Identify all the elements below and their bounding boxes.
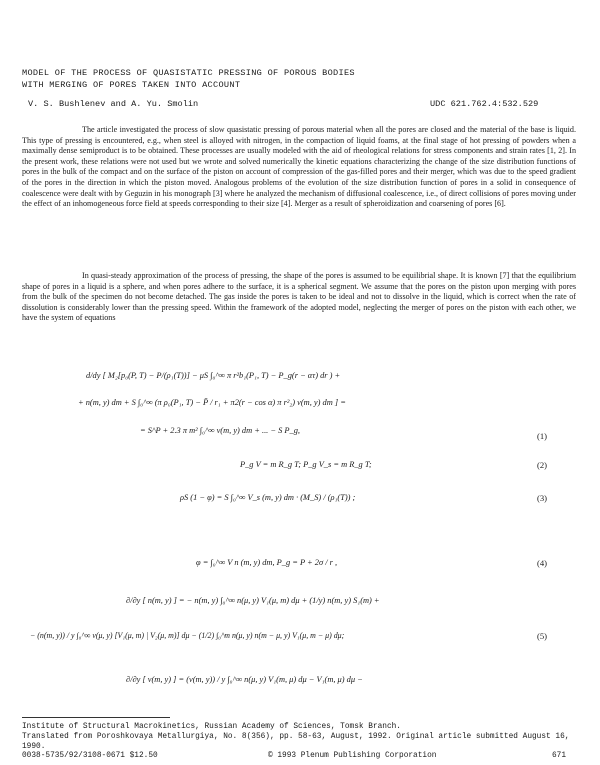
footnote-translation: Translated from Poroshkovaya Metallurgiya, No. 8(356), pp. 58-63, August, 1992. Original article submitted August 16, 1990.: [22, 733, 570, 751]
equation-6: ∂/∂y [ v(m, y) ] = (v(m, y)) / y ∫₀^∞ n(μ, y) V₁(m, μ) dμ − V₁(m, μ) dμ −: [126, 675, 363, 684]
equation-4-number: (4): [537, 558, 548, 568]
paper-title: [22, 67, 355, 91]
equation-5-number: (5): [537, 631, 548, 641]
paragraph-2: [22, 271, 576, 324]
authors: V. S. Bushlenev and A. Yu. Smolin: [28, 99, 199, 109]
paragraph-1-text: The article investigated the process of slow quasistatic pressing of porous material when all the pores are closed and the material of the base is liquid. This type of pressing is encountered, e.g., when steel is alloyed with nitrogen, in the compaction of liquid foams, at the final stage of hot pressing of powders when a maximally dense semiproduct is to be obtained. These processes are usually modeled with the aid of rheological relations for stress components and strain rates [1, 2]. In the present work, these relations were not used but we wrote and solved numerically the kinetic equations characterizing the change of the size distribution functions of pores in the bulk of the compact and on the surface of the piston on account of compression of the gas-filled pores and their merger, which was due to the speed gradient of the pores in the direction in which the piston moved. Analogous problems of the evolution of the size distribution function of pores in a solid in consequence of coalescence were dealt with by Geguzin in his monograph [3] where he analyzed the mechanism of diffusional coalescence, i.e., of direct collisions of pores moving under the effect of an inhomogeneous force field at speeds corresponding to their size [4]. Merger as a result of spheroidization and coarsening of pores [6].: [22, 125, 576, 209]
equation-2: P_g V = m R_g T; P_g V_s = m R_g T;: [240, 460, 372, 469]
equation-1-line-3: = S^P + 2.3 π m² ∫₀^∞ v(m, y) dm + ... − S P_g,: [140, 426, 300, 435]
equation-1-line-1: d/dy [ M₂[p₀(P, T) − P/(ρ₁(T))] − μS ∫₀^∞ π r²b₁(P₁, T) − P_g(r − ατ) dr ) +: [86, 371, 341, 380]
equation-2-number: (2): [537, 460, 548, 470]
equation-5-line-2: − (n(m, y)) / y ∫₀^∞ v(μ, y) [V₁(μ, m) | V₂(μ, m)] dμ − (1/2) ∫₀^m n(μ, y) n(m − μ, y) V₁(μ, m − μ) dμ;: [30, 631, 345, 640]
footnote-affiliation: Institute of Structural Macrokinetics, Russian Academy of Sciences, Tomsk Branch.: [22, 723, 401, 731]
equation-1-number: (1): [537, 431, 548, 441]
equation-3: ρS (1 − φ) = S ∫₀^∞ V_s (m, y) dm · (M_S) / (ρ₁(T)) ;: [180, 493, 356, 502]
equation-1-line-2: + n(m, y) dm + S ∫₀^∞ (π ρ₀(P₁, T) − P̄ / r₁ + π2(r − cos α) π r²₂) v(m, y) dm ] =: [78, 398, 346, 407]
paragraph-1: [22, 125, 576, 210]
equation-5-line-1: ∂/∂y [ n(m, y) ] = − n(m, y) ∫₀^∞ n(μ, y) V₁(μ, m) dμ + (1/y) n(m, y) S₁(m) +: [126, 596, 380, 605]
equation-3-number: (3): [537, 493, 548, 503]
title-line-1: MODEL OF THE PROCESS OF QUASISTATIC PRESSING OF POROUS BODIES: [22, 68, 355, 78]
udc-code: UDC 621.762.4:532.529: [430, 99, 539, 109]
title-line-2: WITH MERGING OF PORES TAKEN INTO ACCOUNT: [22, 80, 241, 90]
page-number: 671: [552, 752, 567, 760]
paragraph-2-text: In quasi-steady approximation of the process of pressing, the shape of the pores is assumed to be equilibrial shape. It is known [7] that the equilibrium shape of pores in a liquid is a sphere, and when pores adhere to the surface, it is a spherical segment. We assume that the pores on the piston upon merging with pores from the bulk of the specimen do not become detached. The gas inside the pores is taken to be ideal and not to dissolve in the liquid, which is correct when the rate of dissolution is considerably lower than the pressing speed. Within the framework of the adopted model, neglecting the merger of pores on the piston with each other, we have the system of equations: [22, 271, 576, 323]
issn-price: 0038-5735/92/3108-0671 $12.50: [22, 752, 158, 760]
copyright: © 1993 Plenum Publishing Corporation: [268, 752, 437, 760]
footnote: [22, 722, 582, 752]
footnote-divider: [22, 717, 170, 718]
equation-4: φ = ∫₀^∞ V n (m, y) dm, P_g = P + 2σ / r ,: [196, 558, 338, 567]
